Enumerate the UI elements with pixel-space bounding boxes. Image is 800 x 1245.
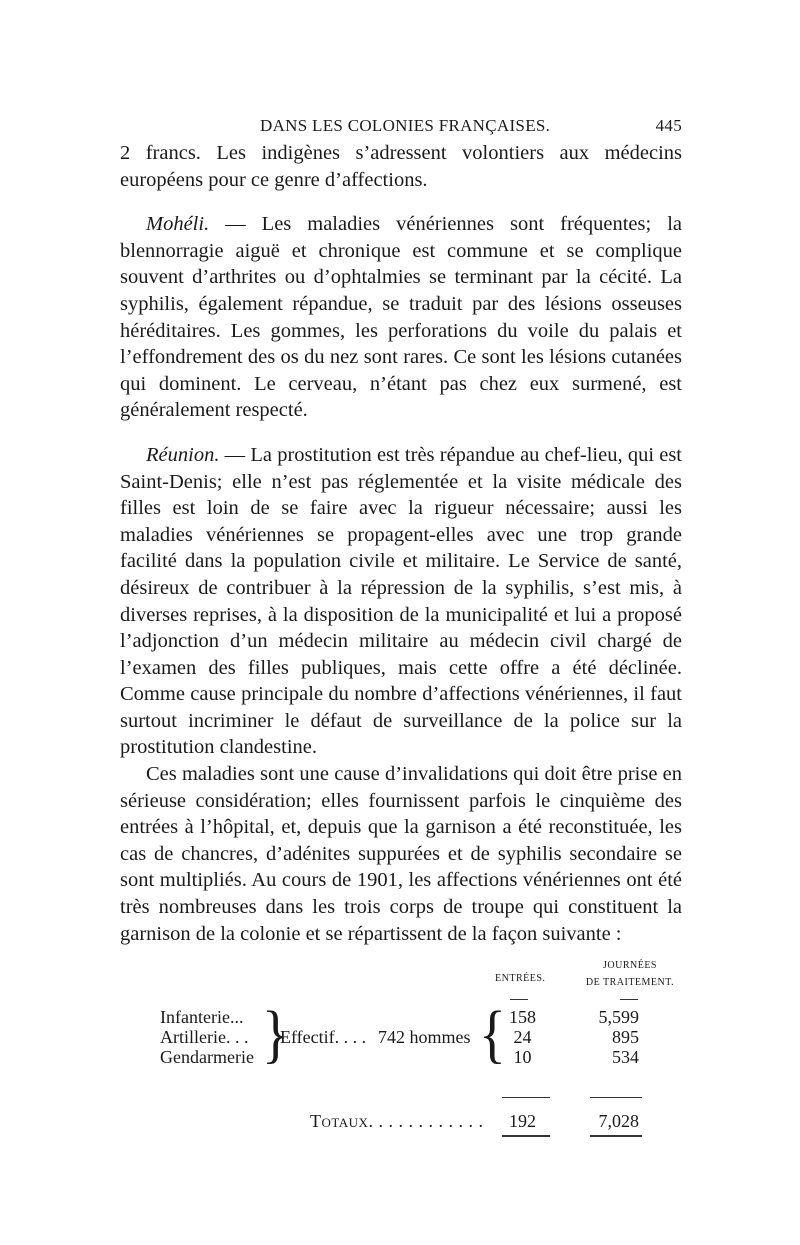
- paragraph-moheli: [120, 211, 682, 424]
- total-entrees: 192: [509, 1111, 536, 1132]
- paragraph-text: — La prostitution est très répandue au chef-lieu, qui est Saint-Denis; elle n’est pas réglementée et la visite médicale des filles est loin de se faire avec la rigueur nécessaire; aussi les maladies vénériennes se propagent-elles avec une trop grande facilité dans la population civile et militaire. Le Service de santé, désireux de contribuer à la répression de la syphilis, s’est mis, à diverses reprises, à la disposition de la municipalité et lui a proposé l’adjonction d’un médecin militaire au médecin civil chargé de l’examen des filles publiques, mais cette offre a été déclinée. Comme cause principale du nombre d’affections vénériennes, il faut surtout incriminer le défaut de surveillance de la police sur la prostitution clandestine.: [120, 443, 682, 759]
- journees-column: [575, 1007, 639, 1067]
- table-cell: 5,599: [598, 1007, 639, 1028]
- paragraph-lead: Mohéli.: [146, 213, 210, 236]
- column-header-entrees: ENTRÉES.: [495, 973, 546, 985]
- column-dash: [620, 999, 638, 1000]
- table-column-headers: [120, 947, 682, 1007]
- left-brace: }: [262, 999, 289, 1071]
- rule: [502, 1097, 550, 1098]
- paragraph-reunion: [120, 442, 682, 761]
- table-row-label: Infanterie...: [160, 1007, 244, 1028]
- book-page: [120, 110, 682, 1147]
- corps-list: [160, 1007, 254, 1067]
- table-cell: 10: [513, 1047, 532, 1068]
- paragraph: [120, 140, 682, 193]
- table-cell: 534: [612, 1047, 639, 1068]
- table-row-label: Gendarmerie: [160, 1047, 254, 1068]
- table-row-label: Artillerie. . .: [160, 1027, 249, 1048]
- effectif-label: Effectif. . . .: [280, 1027, 367, 1048]
- column-header-line: DE TRAITEMENT.: [585, 977, 675, 989]
- paragraph-text: 2 francs. Les indigènes s’adressent volontiers aux médecins européens pour ce genre d’affections.: [120, 142, 682, 191]
- body-text: [120, 140, 682, 947]
- column-header-line: JOURNÉES: [602, 960, 657, 972]
- column-dash: [510, 999, 528, 1000]
- page-number: 445: [655, 116, 682, 135]
- entrees-column: [500, 1007, 545, 1067]
- column-header-journees: [580, 957, 680, 991]
- right-brace: {: [479, 999, 506, 1071]
- rule: [590, 1135, 642, 1137]
- total-journees: 7,028: [598, 1111, 639, 1132]
- totals-row: [120, 1097, 682, 1147]
- statistics-table: [120, 999, 682, 1097]
- totals-label: Totaux. . . . . . . . . . . .: [310, 1111, 484, 1132]
- paragraph-text: Ces maladies sont une cause d’invalidations qui doit être prise en sérieuse considération; elles fournissent parfois le cinquième des entrées à l’hôpital, et, depuis que la garnison a été reconstituée, les cas de chancres, d’adénites suppurées et de syphilis secondaire se sont multipliés. Au cours de 1901, les affections vénériennes ont été très nombreuses dans les trois corps de troupe qui constituent la garnison de la colonie et se répartissent de la façon suivante :: [120, 763, 682, 945]
- table-cell: 158: [509, 1007, 536, 1028]
- running-title: DANS LES COLONIES FRANÇAISES.: [260, 116, 551, 135]
- table-cell: 895: [612, 1027, 639, 1048]
- effectif-value: 742 hommes: [378, 1027, 471, 1048]
- rule: [590, 1097, 642, 1098]
- paragraph: [120, 761, 682, 947]
- rule: [502, 1135, 550, 1137]
- paragraph-text: — Les maladies vénériennes sont fréquentes; la blennorragie aiguë et chronique est commune et se complique souvent d’arthrites ou d’ophtalmies se terminant par la cécité. La syphilis, également répandue, se traduit par des lésions osseuses héréditaires. Les gommes, les perforations du voile du palais et l’effondrement des os du nez sont rares. Ce sont les lésions cutanées qui dominent. Le cerveau, n’étant pas chez eux surmené, est généralement respecté.: [120, 213, 682, 422]
- table-cell: 24: [513, 1027, 532, 1048]
- running-header: [120, 110, 682, 140]
- paragraph-lead: Réunion.: [146, 443, 220, 466]
